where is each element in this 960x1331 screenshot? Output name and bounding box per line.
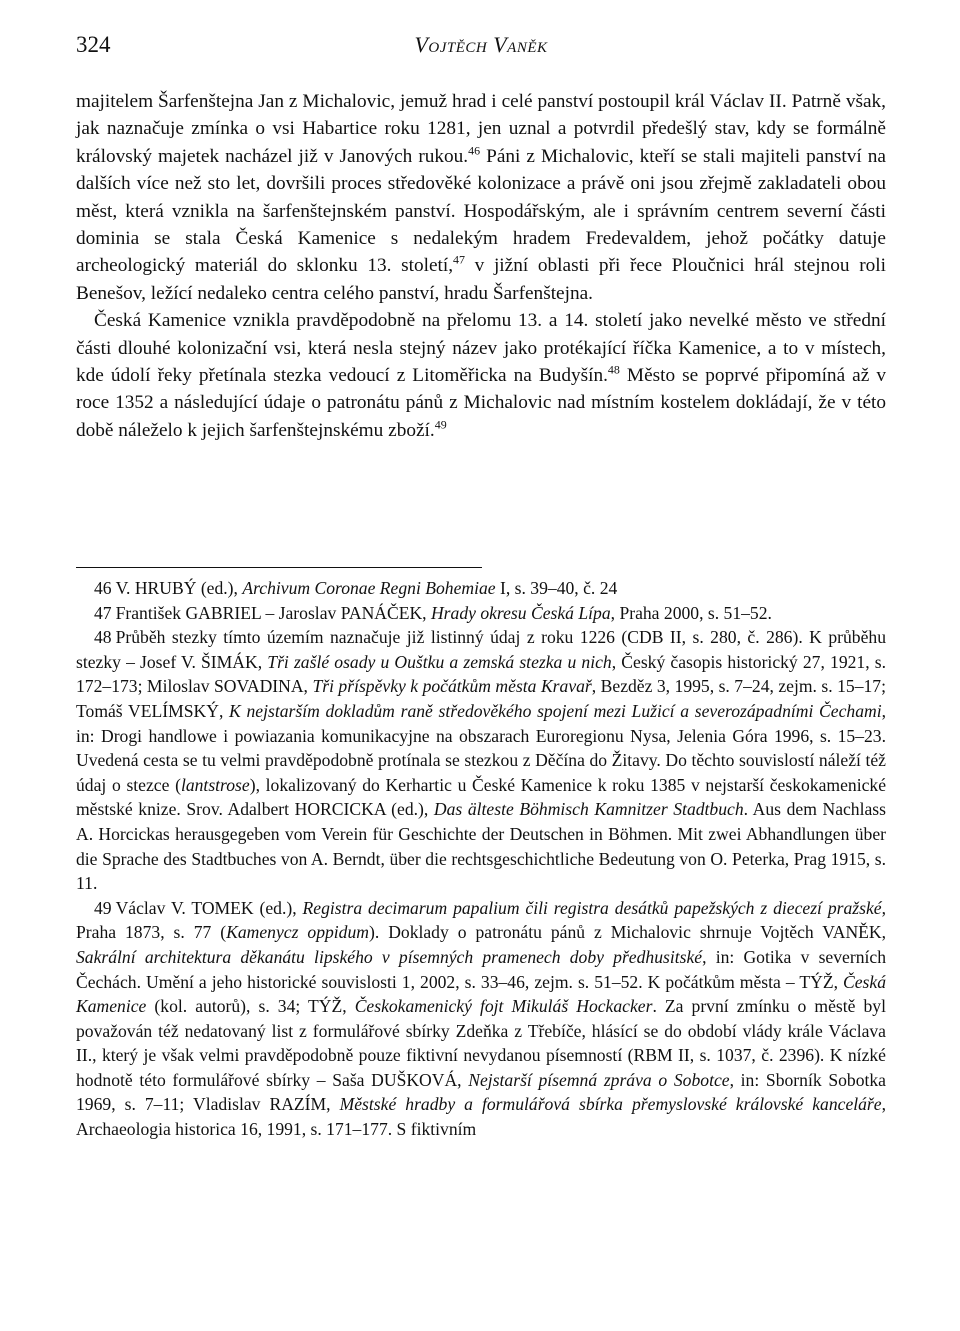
footnote-ref-46[interactable]: 46 xyxy=(468,143,481,158)
footnote-number: 47 xyxy=(94,602,112,623)
footnote-number: 48 xyxy=(94,627,112,648)
paragraph-2: Česká Kamenice vznikla pravděpodobně na přelomu 13. a 14. století jako nevelké město ve střední části dlouhé kolonizační vsi, která nesla stejný název jako protékající říčka Kamenice, a to v místech, kde údolí řeky přetínala stezka vedoucí z Litoměřicka na Budyšín.$^{48}$ Město se poprvé připomíná až v roce 1352 a následující údaje o patronátu pánů z Michalovic nad místním kostelem dokládají, že v této době náleželo k jejich šarfenštejnskému zboží.$^{49}$ xyxy=(76,310,886,441)
page-number: 324 xyxy=(76,32,111,57)
main-text xyxy=(76,88,886,444)
footnote-ref-48[interactable]: 48 xyxy=(607,362,620,377)
page-header xyxy=(76,32,886,62)
footnote-ref-49[interactable]: 49 xyxy=(434,417,447,432)
footnote-number: 49 xyxy=(94,897,112,918)
footnotes xyxy=(76,576,886,1142)
footnote-number: 46 xyxy=(94,578,112,598)
running-head: Vojtěch Vaněk xyxy=(414,32,548,57)
footnote-49: 49 Václav V. TOMEK (ed.), Registra decimarum papalium čili registra desátků papežských z diecezí pražské, Praha 1873, s. 77 (Kamenycz oppidum). Doklady o patronátu pánů z Michalovic shrnuje Vojtěch VANĚK, Sakrální architektura děkanátu lipského v písemných pramenech doby předhusitské, in: Gotika v severních Čechách. Umění a jeho historické souvislosti 1, 2002, s. 33–46, zejm. s. 51–52. K počátkům města – TÝŽ, Česká Kamenice (kol. autorů), s. 34; TÝŽ, Českokamenický fojt Mikuláš Hockacker. Za první zmínku o městě byl považován též nedatovaný list z formulářové sbírky Zdeňka z Třebíče, hlásící se do období vlády krále Václava II., který je však velmi pravděpodobně pouze fiktivní nevydanou písemností (RBM II, s. 1037, č. 2396). K nízké hodnotě této formulářové sbírky – Saša DUŠKOVÁ, Nejstarší písemná zpráva o Sobotce, in: Sborník Sobotka 1969, s. 7–11; Vladislav RAZÍM, Městské hradby a formulářová sbírka přemyslovské královské kanceláře, Archaeologia historica 16, 1991, s. 171–177. S fiktivním xyxy=(76,897,887,1140)
footnote-47: 47 František GABRIEL – Jaroslav PANÁČEK, Hrady okresu Česká Lípa, Praha 2000, s. 51–52. xyxy=(94,602,772,623)
paragraph-1: majitelem Šarfenštejna Jan z Michalovic, jemuž hrad i celé panství postoupil král Václav II. Patrně však, jak naznačuje zmínka o vsi Habartice roku 1281, jen uznal a potvrdil předešlý stav, kdy se formálně královský majetek nacházel již v Janových rukou.$^{46}$ Páni z Michalovic, kteří se stali majiteli panství na dalších více než sto let, dovršili proces středověké kolonizace a právě oni jsou zřejmě zakladateli obou měst, která vznikla na šarfenštejnském panství. Hospodářským, ale i správním centrem severní části dominia se stala Česká Kamenice s nedalekým hradem Fredevaldem, jehož počátky datuje archeologický materiál do sklonku 13. století,$^{47}$ v jižní oblasti při řece Ploučnici hrál stejnou roli Benešov, ležící nedaleko centra celého panství, hradu Šarfenštejna. xyxy=(76,91,886,304)
footnote-48: 48 Průběh stezky tímto územím naznačuje již listinný údaj z roku 1226 (CDB II, s. 280, č. 286). K průběhu stezky – Josef V. ŠIMÁK, Tři zašlé osady u Ouštku a zemská stezka u nich, Český časopis historický 27, 1921, s. 172–173; Miloslav SOVADINA, Tři příspěvky k počátkům města Kravař, Bezděz 3, 1995, s. 7–24, zejm. s. 15–17; Tomáš VELÍMSKÝ, K nejstarším dokladům raně středověkého spojení mezi Lužicí a severozápadními Čechami, in: Drogi handlowe i powiazania komunikacyjne na obszarach Euroregionu Nysa, Jelenia Góra 1996, s. 15–23. Uvedená cesta se tu velmi pravděpodobně protínala se stezkou z Děčína do Žitavy. Do těchto souvislostí náleží též údaj o stezce (lantstrose), lokalizovaný do Kerhartic u České Kamenice k roku 1385 v nejstarší českokamenické městské knize. Srov. Adalbert HORCICKA (ed.), Das älteste Böhmisch Kamnitzer Stadtbuch. Aus dem Nachlass A. Horcickas herausgegeben vom Verein für Geschichte der Deutschen in Böhmen. Mit zwei Abhandlungen über die Sprache des Stadtbuches von A. Berndt, über die rechtsgeschichtliche Bedeutung von O. Peterka, Prag 1915, s. 11. xyxy=(76,627,887,894)
footnote-46: 46 V. HRUBÝ (ed.), Archivum Coronae Regni Bohemiae I, s. 39–40, č. 24 xyxy=(94,578,618,598)
footnote-ref-47[interactable]: 47 xyxy=(453,253,465,268)
footnote-divider xyxy=(76,567,482,568)
